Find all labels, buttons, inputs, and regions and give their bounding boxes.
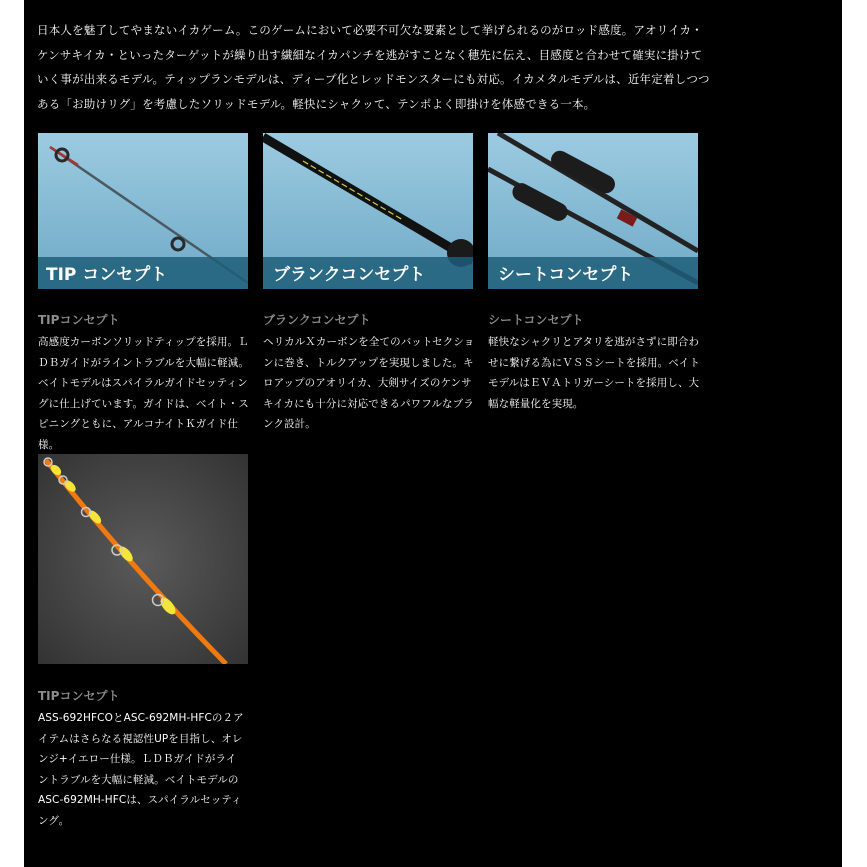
blank-concept-body: ヘリカルＸカーボンを全てのバットセクションに巻き、トルクアップを実現しました。キロアップのアオリイカ、大剣サイズのケンサキイカにも十分に対応できるパワフルなブランク設計。 (263, 336, 475, 430)
seat-concept-image-label: シートコンセプト (498, 265, 634, 285)
intro-text: 日本人を魅了してやまないイカゲーム。このゲームにおいて必要不可欠な要素として挙げられるのがロッド感度。アオリイカ・ケンサキイカ・といったターゲットが繰り出す繊細なイカパンチを逃がすことなく穂先に伝え、目感度と合わせて確実に掛けていく事が出来るモデル。ティップランモデルは、ディープ化とレッドモンスターにも対応。イカメタルモデルは、近年定着しつつある「お助けリグ」を考慮したソリッドモデル。軽快にシャクッて、テンポよく即掛けを体感できる一本。 (37, 23, 710, 111)
seat-concept-title: シートコンセプト (488, 313, 584, 327)
seat-concept-body: 軽快なシャクリとアタリを逃がさずに即合わせに繋げる為にＶＳＳシートを採用。ベイトモデルはＥＶＡトリガーシートを採用し、大幅な軽量化を実現。 (488, 336, 700, 410)
orange-tip-image (38, 454, 248, 664)
orange-tip-body: ASS-692HFCOとASC-692MH-HFCの２アイテムはさらなる視認性UPを目指し、オレンジ+イエロー仕様。ＬＤＢガイドがライントラブルを大幅に軽減。ベイトモデルのASC-692MH-HFCは、スパイラルセッティング。 (38, 712, 244, 827)
tip-concept-title: TIPコンセプト (38, 313, 120, 327)
tip-concept-image (38, 133, 248, 289)
orange-tip-title: TIPコンセプト (38, 689, 120, 703)
tip-concept-image-label: TIP コンセプト (46, 265, 168, 285)
blank-concept-title: ブランクコンセプト (263, 313, 371, 327)
blank-concept-image-label: ブランクコンセプト (273, 265, 426, 285)
blank-concept-image (263, 133, 473, 289)
tip-concept-body: 高感度カーボンソリッドティップを採用。ＬＤＢガイドがライントラブルを大幅に軽減。ベイトモデルはスパイラルガイドセッティングに仕上げています。ガイドは、ベイト・スピニングともに、アルコナイトＫガイド仕様。 (38, 336, 249, 451)
seat-concept-image (488, 133, 698, 289)
content-panel (24, 0, 842, 867)
